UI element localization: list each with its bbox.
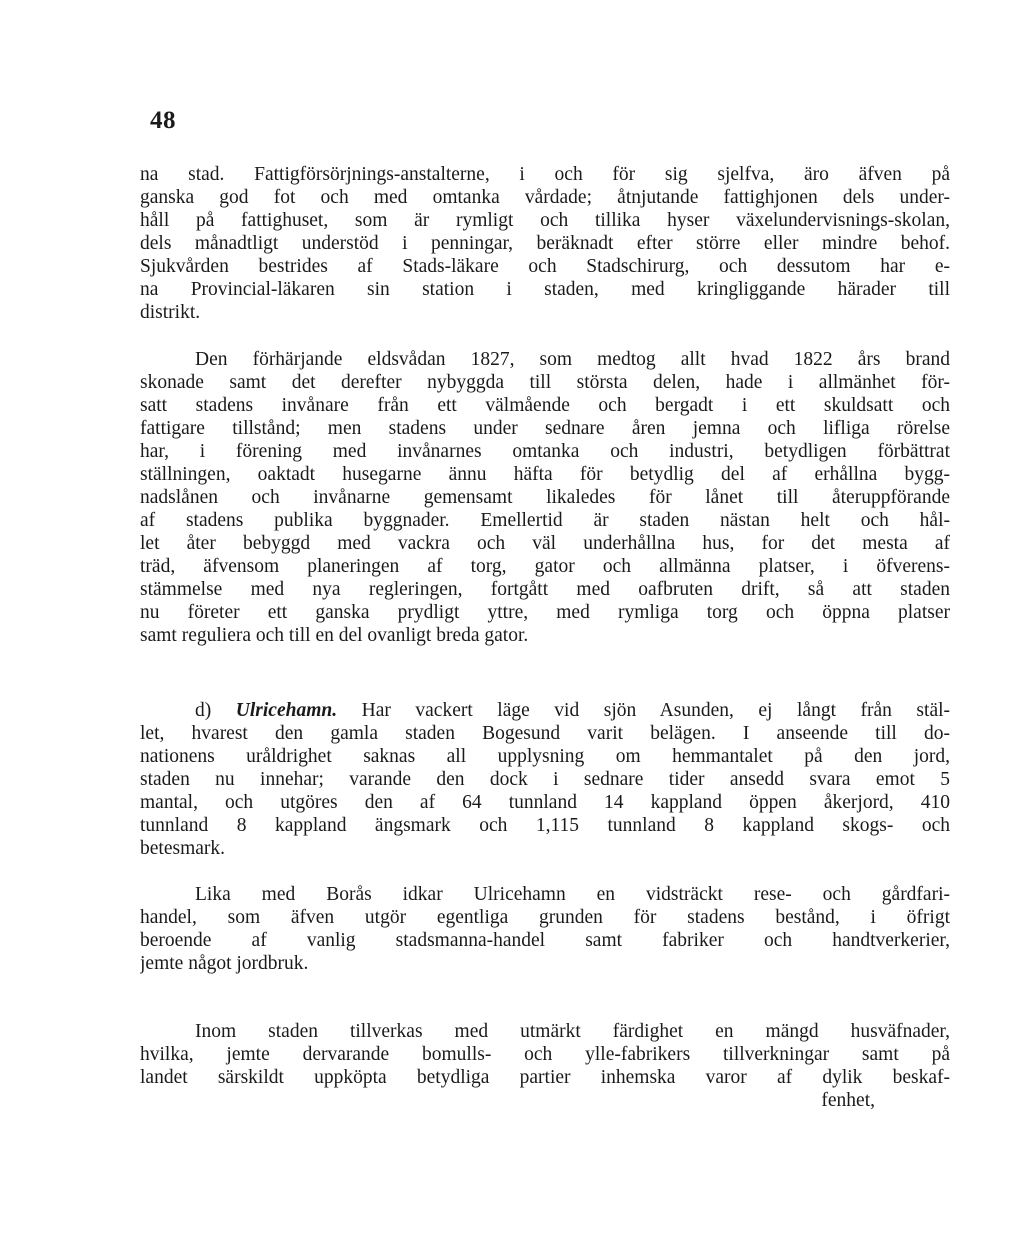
text-line: af stadens publika byggnader. Emellertid är staden nästan helt och hål- <box>140 510 950 531</box>
text-line: Sjukvården bestrides af Stads-läkare och Stadschirurg, och dessutom har e- <box>140 256 950 277</box>
text-line: landet särskildt uppköpta betydliga partier inhemska varor af dylik beskaf- <box>140 1067 950 1088</box>
text-line: betesmark. <box>140 838 226 859</box>
text-line: distrikt. <box>140 302 201 323</box>
text-line: samt reguliera och till en del ovanligt breda gator. <box>140 625 529 646</box>
text-line <box>140 699 950 722</box>
text-line: jemte något jordbruk. <box>140 953 309 974</box>
text-line: let åter bebyggd med vackra och väl underhållna hus, for det mesta af <box>140 533 950 554</box>
text-line: träd, äfvensom planeringen af torg, gator och allmänna platser, i öfverens- <box>140 556 950 577</box>
text-line: har, i förening med invånarnes omtanka och industri, betydligen förbättrat <box>140 441 950 462</box>
text-line: nationens uråldrighet saknas all upplysning om hemmantalet på den jord, <box>140 746 950 767</box>
text-line: ganska god fot och med omtanka vårdade; åtnjutande fattighjonen dels under- <box>140 187 950 208</box>
text-line: tunnland 8 kappland ängsmark och 1,115 tunnland 8 kappland skogs- och <box>140 815 950 836</box>
text-line: skonade samt det derefter nybyggda till största delen, hade i allmänhet för- <box>140 372 950 393</box>
paragraph-4 <box>140 883 950 975</box>
text-line: Inom staden tillverkas med utmärkt färdighet en mängd husväfnader, <box>195 1021 950 1042</box>
page-number: 48 <box>150 107 176 134</box>
text-line: Lika med Borås idkar Ulricehamn en vidsträckt rese- och gårdfari- <box>195 884 950 905</box>
paragraph-1 <box>140 163 950 324</box>
text-line: let, hvarest den gamla staden Bogesund varit belägen. I anseende till do- <box>140 723 950 744</box>
text-line: nadslånen och invånarne gemensamt likaledes för lånet till återuppförande <box>140 487 950 508</box>
text-line: nu företer ett ganska prydligt yttre, med rymliga torg och öppna platser <box>140 602 950 623</box>
text-line: håll på fattighuset, som är rymligt och tillika hyser växelundervisnings-skolan, <box>140 210 950 231</box>
text-line: dels månadtligt understöd i penningar, beräknadt efter större eller mindre behof. <box>140 233 950 254</box>
section-letter: d) <box>195 700 212 721</box>
paragraph-3 <box>140 699 950 860</box>
paragraph-5 <box>140 1020 950 1112</box>
text-line: Den förhärjande eldsvådan 1827, som medtog allt hvad 1822 års brand <box>195 349 950 370</box>
catchword: fenhet, <box>821 1090 875 1111</box>
section-first-line: Har vackert läge vid sjön Asunden, ej långt från stäl- <box>361 700 950 721</box>
text-line: ställningen, oaktadt husegarne ännu häfta för betydlig del af erhållna bygg- <box>140 464 950 485</box>
text-line: stämmelse med nya regleringen, fortgått med oafbruten drift, så att staden <box>140 579 950 600</box>
text-line: staden nu innehar; varande den dock i sednare tider ansedd svara emot 5 <box>140 769 950 790</box>
text-line: fattigare tillstånd; men stadens under sednare åren jemna och lifliga rörelse <box>140 418 950 439</box>
section-heading: Ulricehamn. <box>235 700 338 721</box>
text-line: hvilka, jemte dervarande bomulls- och ylle-fabrikers tillverkningar samt på <box>140 1044 950 1065</box>
text-line: beroende af vanlig stadsmanna-handel samt fabriker och handtverkerier, <box>140 930 950 951</box>
text-line: handel, som äfven utgör egentliga grunden för stadens bestånd, i öfrigt <box>140 907 950 928</box>
text-line: mantal, och utgöres den af 64 tunnland 14 kappland öppen åkerjord, 410 <box>140 792 950 813</box>
text-line: satt stadens invånare från ett välmående och bergadt i ett skuldsatt och <box>140 395 950 416</box>
paragraph-2 <box>140 348 950 647</box>
text-line: na stad. Fattigförsörjnings-anstalterne, i och för sig sjelfva, äro äfven på <box>140 164 950 185</box>
text-line: na Provincial-läkaren sin station i staden, med kringliggande härader till <box>140 279 950 300</box>
